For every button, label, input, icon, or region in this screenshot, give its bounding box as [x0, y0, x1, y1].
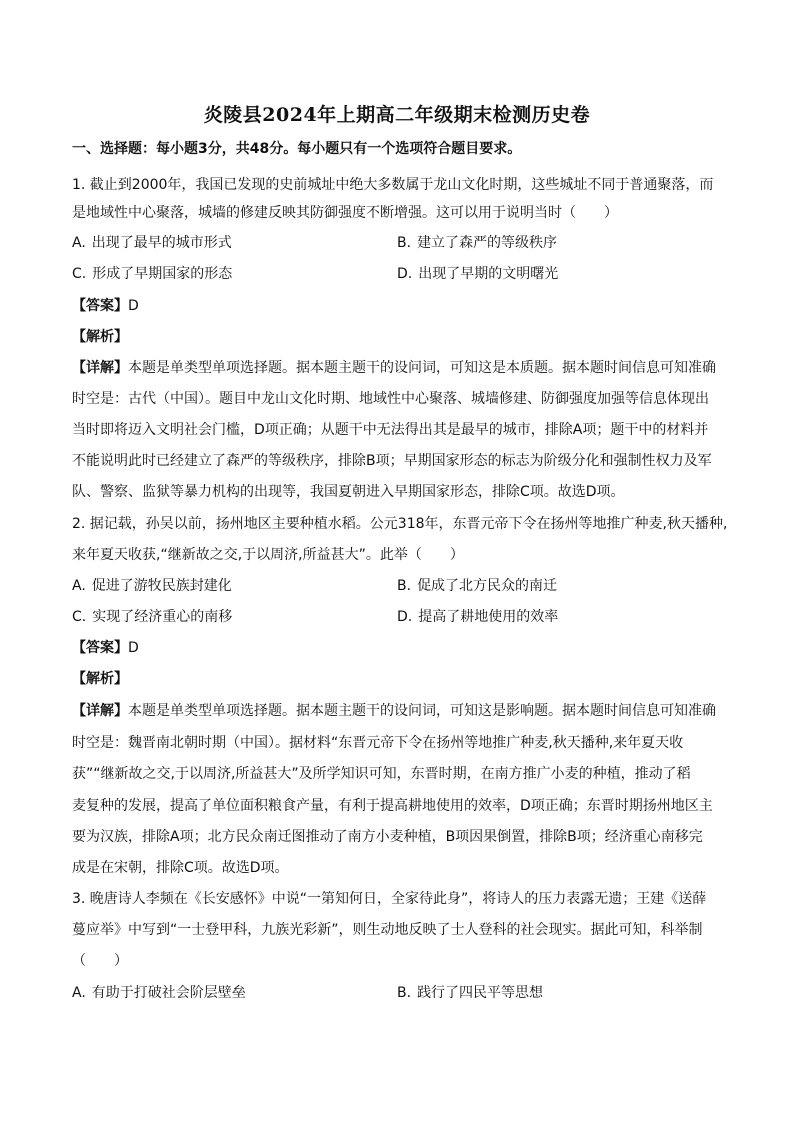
option-text: 提高了耕地使用的效率	[418, 609, 559, 625]
question-2-stem-line-2: 来年夏天收获,“继新故之交,于以周济,所益甚大”。此举（ ）	[72, 547, 464, 563]
section-heading: 一、选择题：每小题3分，共48分。每小题只有一个选项符合题目要求。	[72, 141, 522, 157]
question-1-stem-line-1: 1. 截止到2000年，我国已发现的史前城址中绝大多数属于龙山文化时期，这些城址不同于普通聚落，而	[72, 177, 714, 193]
option-letter: A.	[72, 235, 86, 251]
detail-text: 本题是单类型单项选择题。据本题主题干的设问词，可知这是本质题。据本题时间信息可知准确	[128, 360, 716, 376]
question-2-analysis-label: 【解析】	[72, 671, 128, 687]
answer-value: D	[128, 298, 139, 314]
question-1-analysis-label: 【解析】	[72, 329, 128, 345]
option-text: 出现了最早的城市形式	[91, 235, 232, 251]
question-1-option-a	[72, 233, 232, 253]
option-text: 践行了四民平等思想	[417, 985, 544, 1001]
option-letter: C.	[72, 266, 87, 282]
option-text: 促成了北方民众的南迁	[417, 578, 558, 594]
question-3-option-b	[397, 983, 543, 1003]
answer-label: 【答案】	[72, 298, 128, 314]
question-2-detail-line-3: 获”“继新故之交,于以周济,所益甚大”及所学知识可知，东晋时期，在南方推广小麦的种植，推动了稻	[72, 766, 691, 782]
detail-label: 【详解】	[72, 360, 128, 376]
question-3-stem-line-1: 3. 晚唐诗人李频在《长安感怀》中说“一第知何日，全家待此身”，将诗人的压力表露无遗；王建《送薛	[72, 891, 707, 907]
option-letter: A.	[72, 985, 86, 1001]
detail-label: 【详解】	[72, 703, 128, 719]
option-letter: B.	[397, 235, 412, 251]
question-1-detail-line-1	[72, 358, 732, 378]
question-1-option-c	[72, 264, 232, 284]
option-letter: A.	[72, 578, 86, 594]
question-1-detail-line-3: 当时即将迈入文明社会门槛，D项正确；从题干中无法得出其是最早的城市，排除A项；题干中的材料并	[72, 422, 709, 438]
question-3-option-a	[72, 983, 246, 1003]
option-letter: D.	[397, 609, 413, 625]
question-2-detail-line-4: 麦复种的发展，提高了单位面积粮食产量，有利于提高耕地使用的效率，D项正确；东晋时期扬州地区主	[72, 798, 713, 814]
option-text: 促进了游牧民族封建化	[91, 578, 232, 594]
question-2-option-a	[72, 576, 232, 596]
option-letter: B.	[397, 578, 412, 594]
option-text: 建立了森严的等级秩序	[417, 235, 558, 251]
question-2-stem-line-1: 2. 据记载，孙吴以前，扬州地区主要种植水稻。公元318年，东晋元帝下令在扬州等地推广种麦,秋天播种,	[72, 516, 728, 532]
option-text: 实现了经济重心的南移	[92, 609, 233, 625]
question-1-stem-line-2: 是地域性中心聚落，城墙的修建反映其防御强度不断增强。这可以用于说明当时（ ）	[72, 205, 618, 221]
exam-title: 炎陵县2024年上期高二年级期末检测历史卷	[203, 104, 591, 126]
question-1-detail-line-2: 时空是：古代（中国）。题目中龙山文化时期、地域性中心聚落、城墙修建、防御强度加强等信息体现出	[72, 391, 709, 407]
option-text: 形成了早期国家的形态	[92, 266, 233, 282]
option-text: 出现了早期的文明曙光	[418, 266, 559, 282]
question-2-option-b	[397, 576, 557, 596]
answer-label: 【答案】	[72, 640, 128, 656]
option-text: 有助于打破社会阶层壁垒	[91, 985, 246, 1001]
question-1-detail-line-4: 不能说明此时已经建立了森严的等级秩序，排除B项；早期国家形态的标志为阶级分化和强制性权力及军	[72, 453, 712, 469]
question-1-detail-line-5: 队、警察、监狱等暴力机构的出现等，我国夏朝进入早期国家形态，排除C项。故选D项。	[72, 484, 625, 500]
option-letter: B.	[397, 985, 412, 1001]
option-letter: D.	[397, 266, 413, 282]
question-2-option-c	[72, 607, 232, 627]
question-2-detail-line-1	[72, 701, 732, 721]
detail-text: 本题是单类型单项选择题。据本题主题干的设问词，可知这是影响题。据本题时间信息可知准确	[128, 703, 716, 719]
question-2-detail-line-6: 成是在宋朝，排除C项。故选D项。	[72, 860, 289, 876]
answer-value: D	[128, 640, 139, 656]
question-2-detail-line-2: 时空是：魏晋南北朝时期（中国）。据材料“东晋元帝下令在扬州等地推广种麦,秋天播种,来年夏天收	[72, 735, 684, 751]
question-1-option-b	[397, 233, 557, 253]
question-3-stem-line-2: 蔓应举》中写到“一士登甲科，九族光彩新”，则生动地反映了士人登科的社会现实。据此可知，科举制	[72, 922, 703, 938]
option-letter: C.	[72, 609, 87, 625]
question-1-answer	[72, 296, 732, 316]
question-2-detail-line-5: 要为汉族，排除A项；北方民众南迁图推动了南方小麦种植，B项因果倒置，排除B项；经济重心南移完	[72, 829, 703, 845]
question-1-option-d	[397, 264, 558, 284]
question-2-option-d	[397, 607, 558, 627]
question-3-stem-line-3: （ ）	[72, 953, 128, 969]
question-2-answer	[72, 638, 732, 658]
